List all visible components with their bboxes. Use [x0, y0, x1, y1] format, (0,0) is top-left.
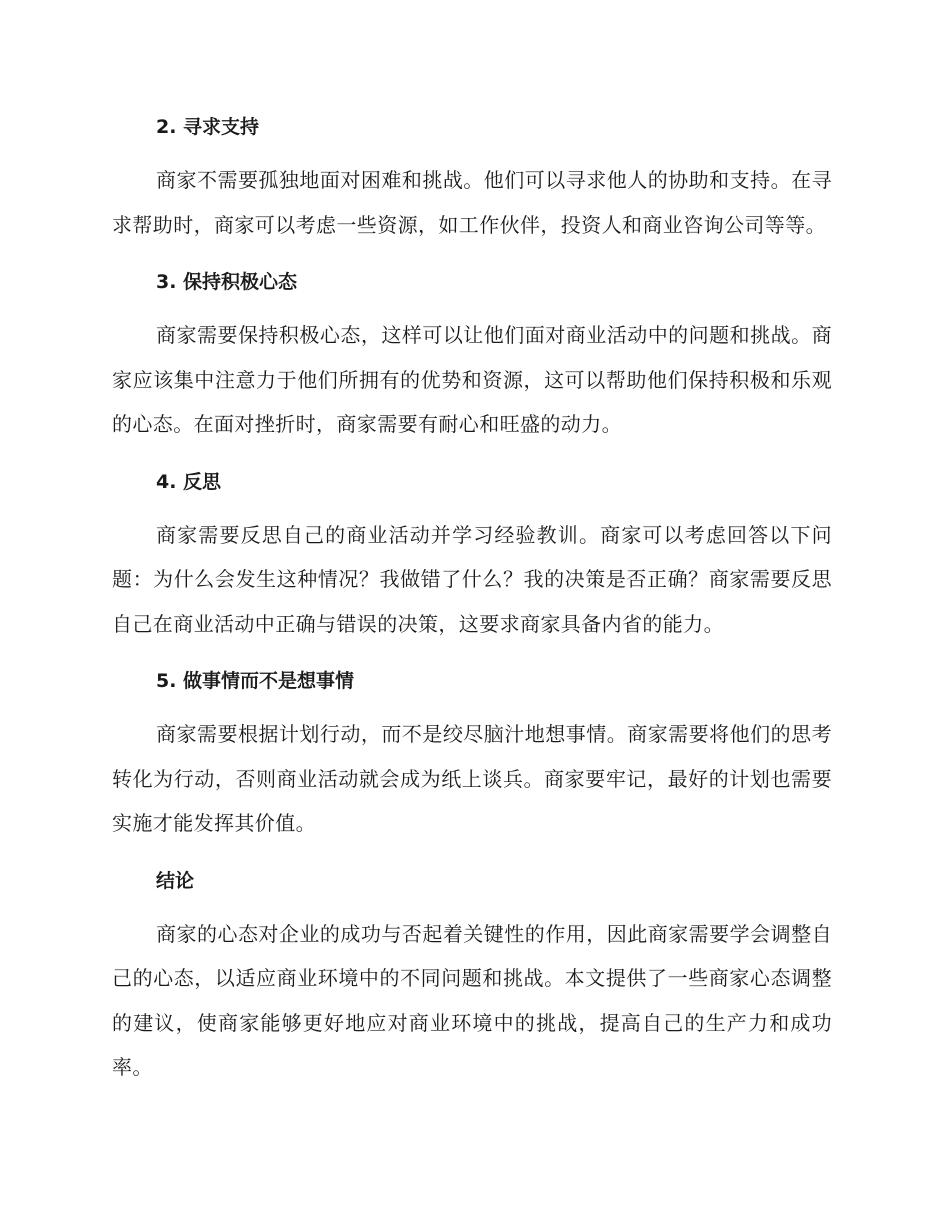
section-seek-support	[112, 108, 832, 247]
section-paragraph: 商家需要反思自己的商业活动并学习经验教训。商家可以考虑回答以下问题：为什么会发生这种情况？我做错了什么？我的决策是否正确？商家需要反思自己在商业活动中正确与错误的决策，这要求商家具备内省的能力。	[112, 522, 832, 636]
section-heading: 4. 反思	[156, 470, 222, 493]
section-conclusion	[112, 862, 832, 1090]
section-paragraph: 商家不需要孤独地面对困难和挑战。他们可以寻求他人的协助和支持。在寻求帮助时，商家可以考虑一些资源，如工作伙伴，投资人和商业咨询公司等等。	[112, 168, 832, 237]
section-reflection	[112, 463, 832, 647]
section-heading: 2. 寻求支持	[156, 116, 260, 138]
section-paragraph: 商家需要保持积极心态，这样可以让他们面对商业活动中的问题和挑战。商家应该集中注意力于他们所拥有的优势和资源，这可以帮助他们保持积极和乐观的心态。在面对挫折时，商家需要有耐心和旺盛的动力。	[112, 323, 832, 436]
section-paragraph: 商家需要根据计划行动，而不是绞尽脑汁地想事情。商家需要将他们的思考转化为行动，否则商业活动就会成为纸上谈兵。商家要牢记，最好的计划也需要实施才能发挥其价值。	[112, 722, 832, 835]
section-act-not-think	[112, 662, 832, 846]
section-positive-mindset	[112, 263, 832, 447]
section-heading: 5. 做事情而不是想事情	[156, 670, 355, 692]
section-heading: 3. 保持积极心态	[156, 271, 298, 293]
section-paragraph: 商家的心态对企业的成功与否起着关键性的作用，因此商家需要学会调整自己的心态，以适应商业环境中的不同问题和挑战。本文提供了一些商家心态调整的建议，使商家能够更好地应对商业环境中的挑战，提高自己的生产力和成功率。	[112, 921, 832, 1079]
document-page	[112, 108, 832, 1106]
section-heading: 结论	[156, 869, 195, 892]
